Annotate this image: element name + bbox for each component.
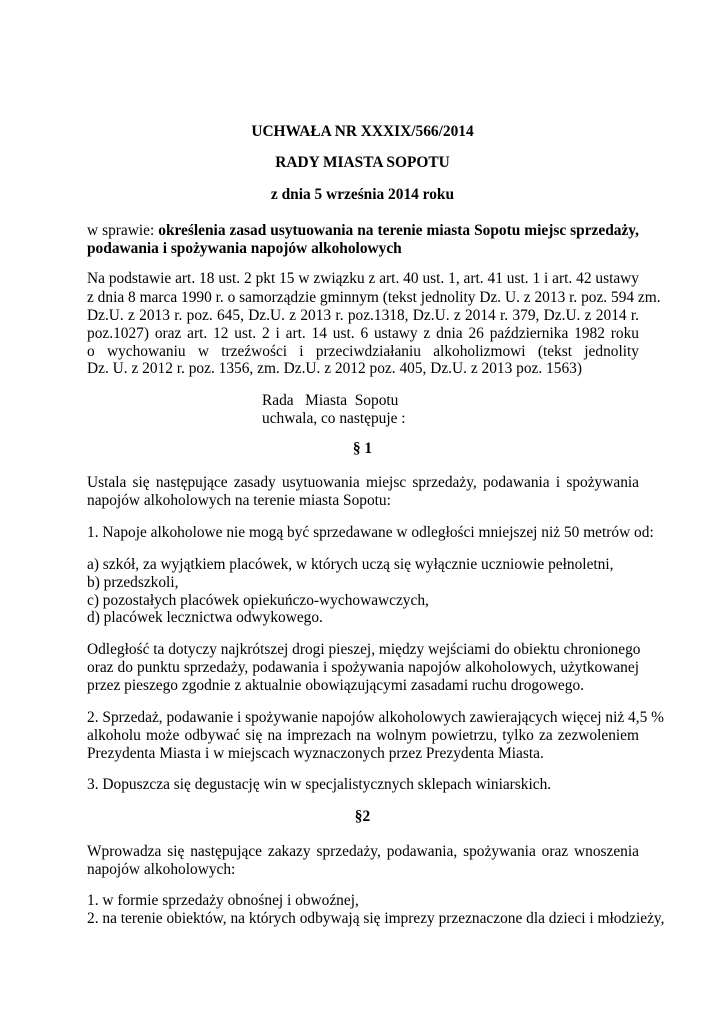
distance-line: Odległość ta dotyczy najkrótszej drogi pieszej, między wejściami do obiektu chronionego: [87, 641, 641, 658]
list-item: d) placówek lecznictwa odwykowego.: [87, 609, 323, 626]
section-1-heading: § 1: [352, 440, 373, 457]
list-item: b) przedszkoli,: [87, 574, 179, 591]
section-2-heading: §2: [354, 808, 371, 825]
council-label: Rada Miasta Sopotu: [262, 392, 399, 409]
legal-basis-line: Dz.U. z 2013 r. poz. 645, Dz.U. z 2013 r. poz.1318, Dz.U. z 2014 r. 379, Dz.U. z 2014 r.: [87, 307, 639, 324]
section-1-intro-line: Ustala się następujące zasady usytuowania miejsc sprzedaży, podawania i spożywania: [87, 474, 639, 491]
section-2-intro-line: Wprowadza się następujące zakazy sprzedaży, podawania, spożywania oraz wnoszenia: [87, 843, 639, 860]
list-item: a) szkół, za wyjątkiem placówek, w których uczą się wyłącznie uczniowie pełnoletni,: [87, 556, 614, 573]
point-2-line: Prezydenta Miasta i w miejscach wyznaczonych przez Prezydenta Miasta.: [87, 745, 544, 762]
resolution-title: UCHWAŁA NR XXXIX/566/2014: [251, 123, 474, 140]
point-1: 1. Napoje alkoholowe nie mogą być sprzedawane w odległości mniejszej niż 50 metrów od:: [87, 524, 654, 541]
list-item: c) pozostałych placówek opiekuńczo-wychowawczych,: [87, 592, 429, 609]
council-name: RADY MIASTA SOPOTU: [275, 154, 450, 171]
section-1-intro-line: napojów alkoholowych na terenie miasta Sopotu:: [87, 492, 391, 509]
subject-line-2: podawania i spożywania napojów alkoholowych: [87, 240, 402, 257]
ban-item: 2. na terenie obiektów, na których odbywają się imprezy przeznaczone dla dzieci i młodzieży,: [87, 910, 665, 927]
subject-line-1: w sprawie: określenia zasad usytuowania na terenie miasta Sopotu miejsc sprzedaży,: [87, 222, 639, 239]
distance-line: oraz do punktu sprzedaży, podawania i spożywania napojów alkoholowych, użytkowanej: [87, 659, 639, 676]
distance-line: przez pieszego zgodnie z aktualnie obowiązującymi zasadami ruchu drogowego.: [87, 677, 585, 694]
point-3: 3. Dopuszcza się degustację win w specjalistycznych sklepach winiarskich.: [87, 776, 552, 793]
legal-basis-line: Na podstawie art. 18 ust. 2 pkt 15 w związku z art. 40 ust. 1, art. 41 ust. 1 i art. 42 ustawy: [87, 270, 639, 287]
legal-basis-line: poz.1027) oraz art. 12 ust. 2 i art. 14 ust. 6 ustawy z dnia 26 października 1982 roku: [87, 325, 639, 342]
ban-item: 1. w formie sprzedaży obnośnej i obwoźnej,: [87, 892, 359, 909]
point-2-line: alkoholu może odbywać się na imprezach na wolnym powietrzu, tylko za zezwoleniem: [87, 727, 639, 744]
section-2-intro-line: napojów alkoholowych:: [87, 861, 236, 878]
legal-basis-line: Dz. U. z 2012 r. poz. 1356, zm. Dz.U. z 2012 poz. 405, Dz.U. z 2013 poz. 1563): [87, 360, 582, 377]
resolution-date: z dnia 5 września 2014 roku: [270, 186, 455, 203]
resolves-label: uchwala, co następuje :: [262, 410, 406, 427]
point-2-line: 2. Sprzedaż, podawanie i spożywanie napojów alkoholowych zawierających więcej niż 4,5 %: [87, 709, 664, 726]
legal-basis-line: z dnia 8 marca 1990 r. o samorządzie gminnym (tekst jednolity Dz. U. z 2013 r. poz. 594 zm.: [87, 289, 661, 306]
legal-basis-line: o wychowaniu w trzeźwości i przeciwdziałaniu alkoholizmowi (tekst jednolity: [87, 343, 639, 360]
